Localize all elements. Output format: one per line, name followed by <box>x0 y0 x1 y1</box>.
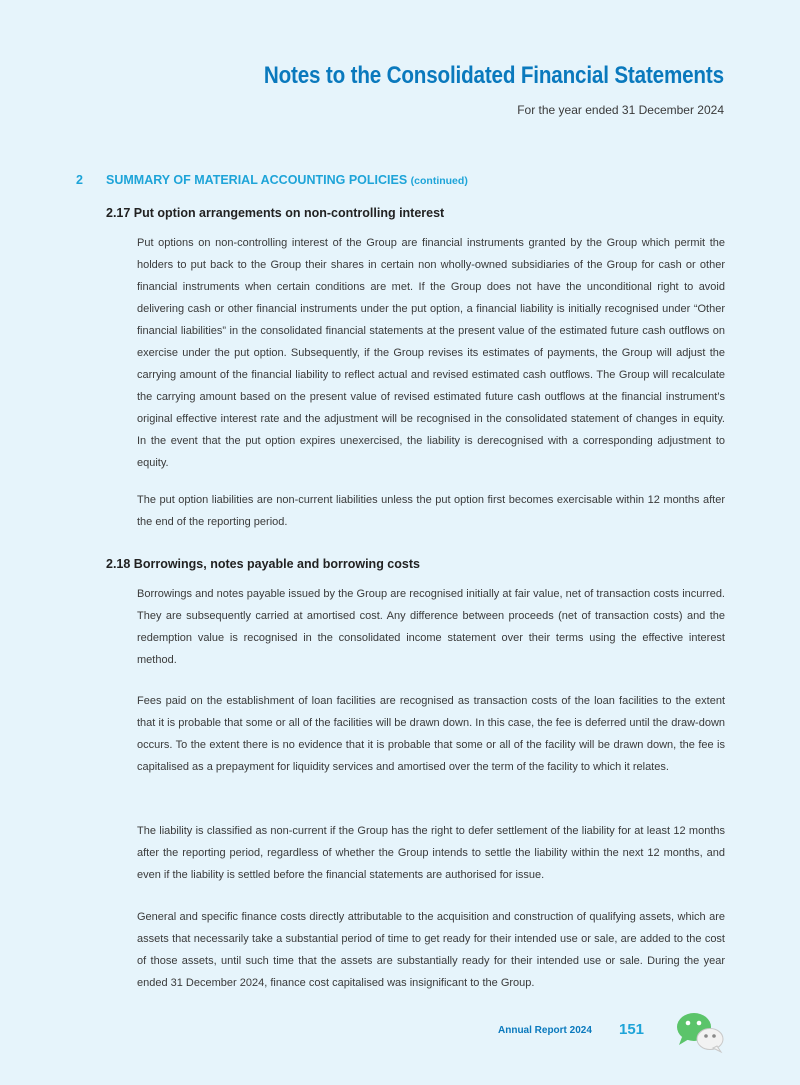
paragraph: Borrowings and notes payable issued by the Group are recognised initially at fair value, net of transaction costs incurred. They are subsequently carried at amortised cost. Any difference between proceeds (net of transaction costs) and the redemption value is recognised in the consolidated income statement over their terms using the effective interest method. <box>137 588 725 666</box>
paragraph: Fees paid on the establishment of loan facilities are recognised as transaction costs of the loan facilities to the extent that it is probable that some or all of the facilities will be drawn down. In this case, the fee is deferred until the draw-down occurs. To the extent there is no evidence that it is probable that some or all of the facility will be drawn down, the fee is capitalised as a prepayment for liquidity services and amortised over the term of the facility to which it relates. <box>137 695 725 773</box>
section-heading <box>76 173 468 187</box>
wechat-icon <box>672 1010 728 1054</box>
paragraph: The put option liabilities are non-current liabilities unless the put option first becomes exercisable within 12 months after the end of the reporting period. <box>137 494 725 528</box>
paragraph: The liability is classified as non-current if the Group has the right to defer settlement of the liability for at least 12 months after the reporting period, regardless of whether the Group intends to settle the liability within the next 12 months, and even if the liability is settled before the financial statements are authorised for issue. <box>137 825 725 881</box>
paragraph: General and specific finance costs directly attributable to the acquisition and construction of qualifying assets, which are assets that necessarily take a substantial period of time to get ready for their intended use or sale, are added to the cost of those assets, until such time that the assets are substantially ready for their intended use or sale. During the year ended 31 December 2024, finance cost capitalised was insignificant to the Group. <box>137 911 725 989</box>
page-subtitle: For the year ended 31 December 2024 <box>517 103 724 117</box>
footer-label: Annual Report 2024 <box>498 1025 592 1036</box>
page-number: 151 <box>619 1021 645 1038</box>
subsection-heading: 2.17 Put option arrangements on non-controlling interest <box>106 206 445 220</box>
section-number: 2 <box>76 173 83 187</box>
section-title: SUMMARY OF MATERIAL ACCOUNTING POLICIES <box>106 173 408 187</box>
paragraph: Put options on non-controlling interest of the Group are financial instruments granted by the Group which permit the holders to put back to the Group their shares in certain non wholly-owned subsidiaries of the Group for cash or other financial instruments when certain conditions are met. If the Group does not have the unconditional right to avoid delivering cash or other financial instruments under the put option, a financial liability is initially recognised under “Other financial liabilities” in the consolidated financial statements at the present value of the estimated future cash outflows on exercise under the put option. Subsequently, if the Group revises its estimates of payments, the Group will adjust the carrying amount of the financial liability to reflect actual and revised estimated cash outflows. The Group will recalculate the carrying amount based on the present value of revised estimated future cash outflows at the financial instrument’s original effective interest rate and the adjustment will be recognised in the consolidated statement of changes in equity. In the event that the put option expires unexercised, the liability is derecognised with a corresponding adjustment to equity. <box>137 237 725 469</box>
section-continued: (continued) <box>410 175 468 187</box>
page-title: Notes to the Consolidated Financial Statements <box>263 62 724 89</box>
subsection-heading: 2.18 Borrowings, notes payable and borrowing costs <box>106 557 420 571</box>
